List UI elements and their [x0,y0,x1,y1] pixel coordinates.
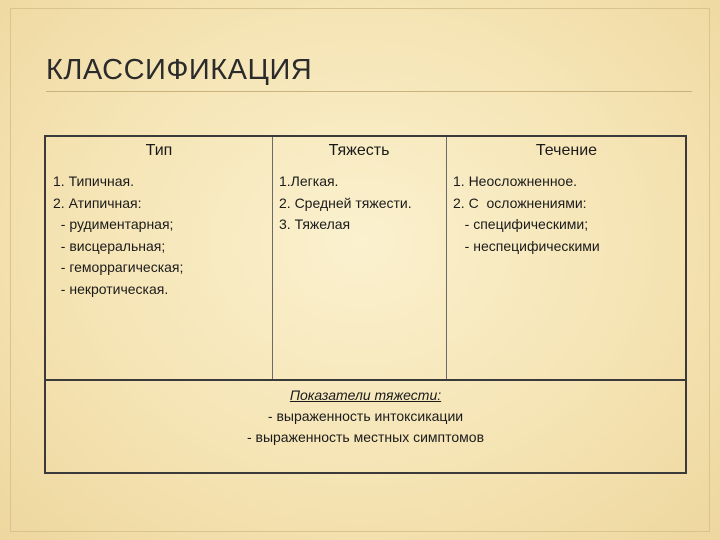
title-underline [46,91,692,92]
frame-right-edge [709,8,710,532]
list-item: - неспецифическими [453,237,600,254]
list-item: - геморрагическая; [53,259,184,275]
row-divider [46,379,685,381]
course-cell [453,171,685,257]
list-item: 1. Неосложненное. [453,173,578,189]
list-item: - висцеральная; [53,237,166,254]
list-item: 2. С осложнениями: [453,194,587,211]
column-divider-2 [446,137,447,379]
type-cell [53,171,267,300]
column-divider-1 [272,137,273,379]
indicator-line: - выраженность местных симптомов [246,429,485,445]
indicators-title: Показатели тяжести: [289,387,442,403]
list-item: 3. Тяжелая [279,216,351,232]
frame-top-edge [10,8,710,9]
list-item: - специфическими; [453,216,589,232]
header-severity: Тяжесть [328,142,390,159]
list-item: 2. Атипичная: [53,194,142,211]
indicator-line: - выраженность интоксикации [267,408,464,424]
severity-indicators [46,385,685,448]
list-item: - рудиментарная; [53,216,174,232]
frame-bottom-edge [10,531,710,532]
frame-left-edge [10,8,11,532]
header-course: Течение [535,142,598,159]
classification-table [44,135,687,474]
severity-cell [279,171,444,236]
list-item: 1.Легкая. [279,173,339,189]
list-item: 2. Средней тяжести. [279,194,412,211]
header-type: Тип [145,142,173,159]
list-item: 1. Типичная. [53,173,135,189]
list-item: - некротическая. [53,280,169,297]
slide-title: КЛАССИФИКАЦИЯ [46,54,313,86]
